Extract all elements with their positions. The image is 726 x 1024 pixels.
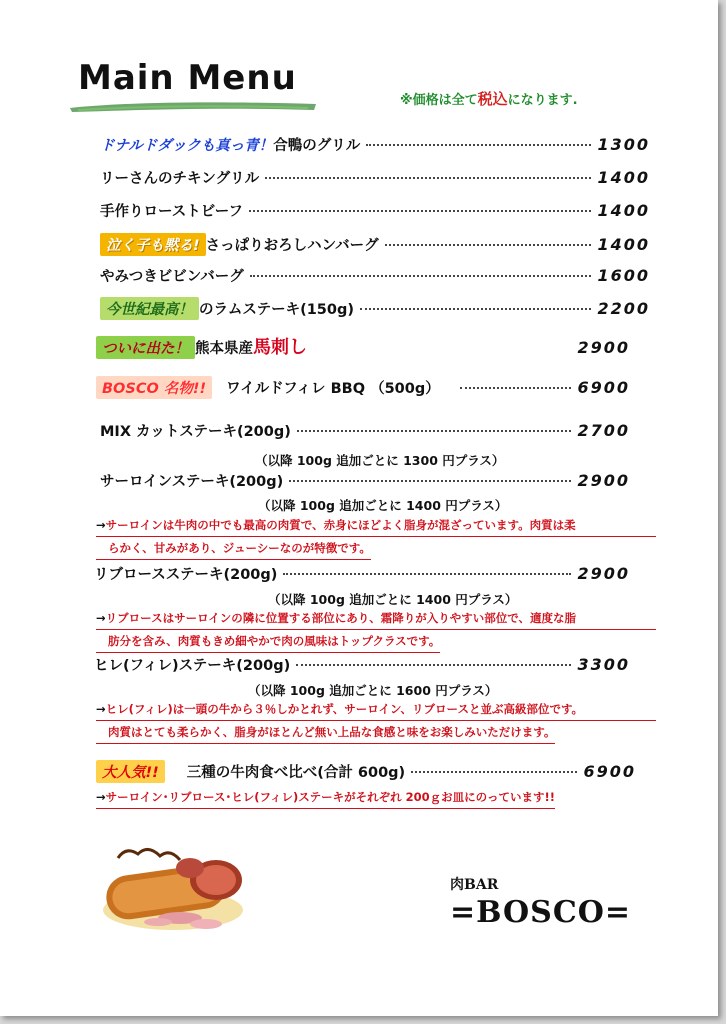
leader-dots — [411, 770, 577, 773]
menu-tag: 大人気!! — [96, 760, 165, 783]
menu-item-name: さっぱりおろしハンバーグ — [205, 238, 379, 254]
shop-label: 肉BAR — [450, 877, 499, 893]
menu-row-fillet — [94, 654, 630, 675]
menu-item-extra-note: （以降 100g 追加ごとに 1400 円プラス） — [268, 592, 518, 607]
arrow-right-icon: → — [96, 702, 106, 716]
menu-row-sirloin — [100, 470, 630, 491]
leader-dots — [296, 663, 571, 666]
menu-item-name: サーロインステーキ(200g) — [100, 474, 284, 490]
leader-dots — [297, 429, 572, 432]
menu-item-price: 3300 — [577, 655, 630, 674]
arrow-right-icon: → — [96, 611, 106, 625]
menu-item-extra-note: （以降 100g 追加ごとに 1600 円プラス） — [248, 683, 498, 698]
menu-item-price: 6900 — [577, 378, 630, 397]
description-line: サーロインは牛肉の中でも最高の肉質で、赤身にほどよく脂身が混ざっています。肉質は柔 — [105, 518, 576, 532]
meat-illustration-icon — [98, 838, 248, 933]
menu-row-ribroast — [94, 563, 630, 584]
brush-stroke-icon — [68, 98, 318, 114]
description-line: サーロイン･リブロース･ヒレ(フィレ)ステーキがそれぞれ 200ｇお皿にのっています!! — [105, 790, 555, 804]
menu-item-name: MIX カットステーキ(200g) — [100, 424, 291, 440]
menu-item-description — [96, 698, 656, 744]
leader-dots — [265, 176, 591, 179]
menu-row-basashi — [96, 333, 630, 359]
menu-item-price: 2900 — [577, 338, 630, 357]
leader-dots — [360, 307, 592, 310]
leader-dots — [250, 274, 592, 277]
menu-row-wildfillet — [96, 376, 630, 399]
menu-item-price: 2900 — [577, 564, 630, 583]
menu-item-name: 熊本県産 — [195, 341, 253, 357]
leader-dots — [460, 386, 572, 389]
menu-item-extra-note: （以降 100g 追加ごとに 1300 円プラス） — [255, 453, 505, 468]
menu-item-name: リブロースステーキ(200g) — [94, 567, 278, 583]
menu-item-price: 1400 — [597, 168, 650, 187]
menu-tag: ついに出た！ — [96, 336, 195, 359]
leader-dots — [366, 143, 591, 146]
menu-item-name: ワイルドフィレ BBQ （500g） — [226, 381, 440, 397]
menu-item-extra-note: （以降 100g 追加ごとに 1400 円プラス） — [258, 498, 508, 513]
leader-dots — [385, 243, 592, 246]
arrow-right-icon: → — [96, 518, 106, 532]
arrow-right-icon: → — [96, 790, 106, 804]
menu-row-bibim — [100, 265, 650, 286]
tax-note-highlight: 税込 — [477, 90, 508, 108]
menu-row-chicken — [100, 167, 650, 188]
menu-row-tasting — [96, 760, 636, 783]
menu-tag: 今世紀最高！ — [100, 297, 199, 320]
menu-item-description — [96, 514, 656, 560]
menu-item-price: 6900 — [583, 762, 636, 781]
menu-item-description — [96, 607, 656, 653]
menu-tag: BOSCO 名物!! — [96, 376, 212, 399]
menu-item-price: 1400 — [597, 201, 650, 220]
menu-tag: ドナルドダックも真っ青！ — [100, 138, 274, 154]
description-line: 肉質はとても柔らかく、脂身がほとんど無い上品な食感と味をお楽しみいただけます。 — [96, 721, 555, 744]
leader-dots — [289, 479, 571, 482]
page-title: Main Menu — [78, 58, 297, 98]
description-line: リブロースはサーロインの隣に位置する部位にあり、霜降りが入りやすい部位で、適度な脂 — [105, 611, 576, 625]
menu-item-name: のラムステーキ(150g) — [199, 302, 354, 318]
description-line: らかく、甘みがあり、ジューシーなのが特徴です。 — [96, 537, 371, 560]
menu-item-price: 1600 — [597, 266, 650, 285]
menu-row-mixcut — [100, 420, 630, 441]
tax-note-pre: ※価格は全て — [400, 93, 478, 108]
menu-item-name: 三種の牛肉食べ比べ(合計 600g) — [186, 765, 406, 781]
menu-row-hamburg — [100, 233, 650, 256]
leader-dots — [249, 209, 591, 212]
tax-note-post: になります. — [507, 93, 578, 108]
menu-tag: 泣く子も黙る! — [100, 233, 206, 256]
menu-item-name: ヒレ(フィレ)ステーキ(200g) — [94, 658, 291, 674]
menu-item-price: 1400 — [597, 235, 650, 254]
leader-dots — [283, 572, 571, 575]
menu-row-duck — [100, 134, 650, 155]
shop-name: =BOSCO= — [450, 895, 631, 930]
menu-item-price: 2900 — [577, 471, 630, 490]
description-line: ヒレ(フィレ)は一頭の牛から３％しかとれず、サーロイン、リブロースと並ぶ高級部位です。 — [105, 702, 584, 716]
menu-item-name: リーさんのチキングリル — [100, 171, 260, 187]
menu-item-price: 2700 — [577, 421, 630, 440]
menu-item-name: 合鴨のグリル — [273, 138, 361, 154]
menu-item-price: 2200 — [597, 299, 650, 318]
menu-row-lamb — [100, 297, 650, 320]
menu-item-name: 手作りローストビーフ — [100, 204, 243, 220]
description-line: 肪分を含み、肉質もきめ細やかで肉の風味はトップクラスです。 — [96, 630, 440, 653]
menu-item-name-highlight: 馬刺し — [253, 337, 307, 358]
menu-item-description — [96, 786, 656, 809]
menu-item-price: 1300 — [597, 135, 650, 154]
menu-item-name: やみつきビビンバーグ — [100, 269, 244, 285]
tax-note — [400, 88, 578, 109]
menu-row-roastbeef — [100, 200, 650, 221]
